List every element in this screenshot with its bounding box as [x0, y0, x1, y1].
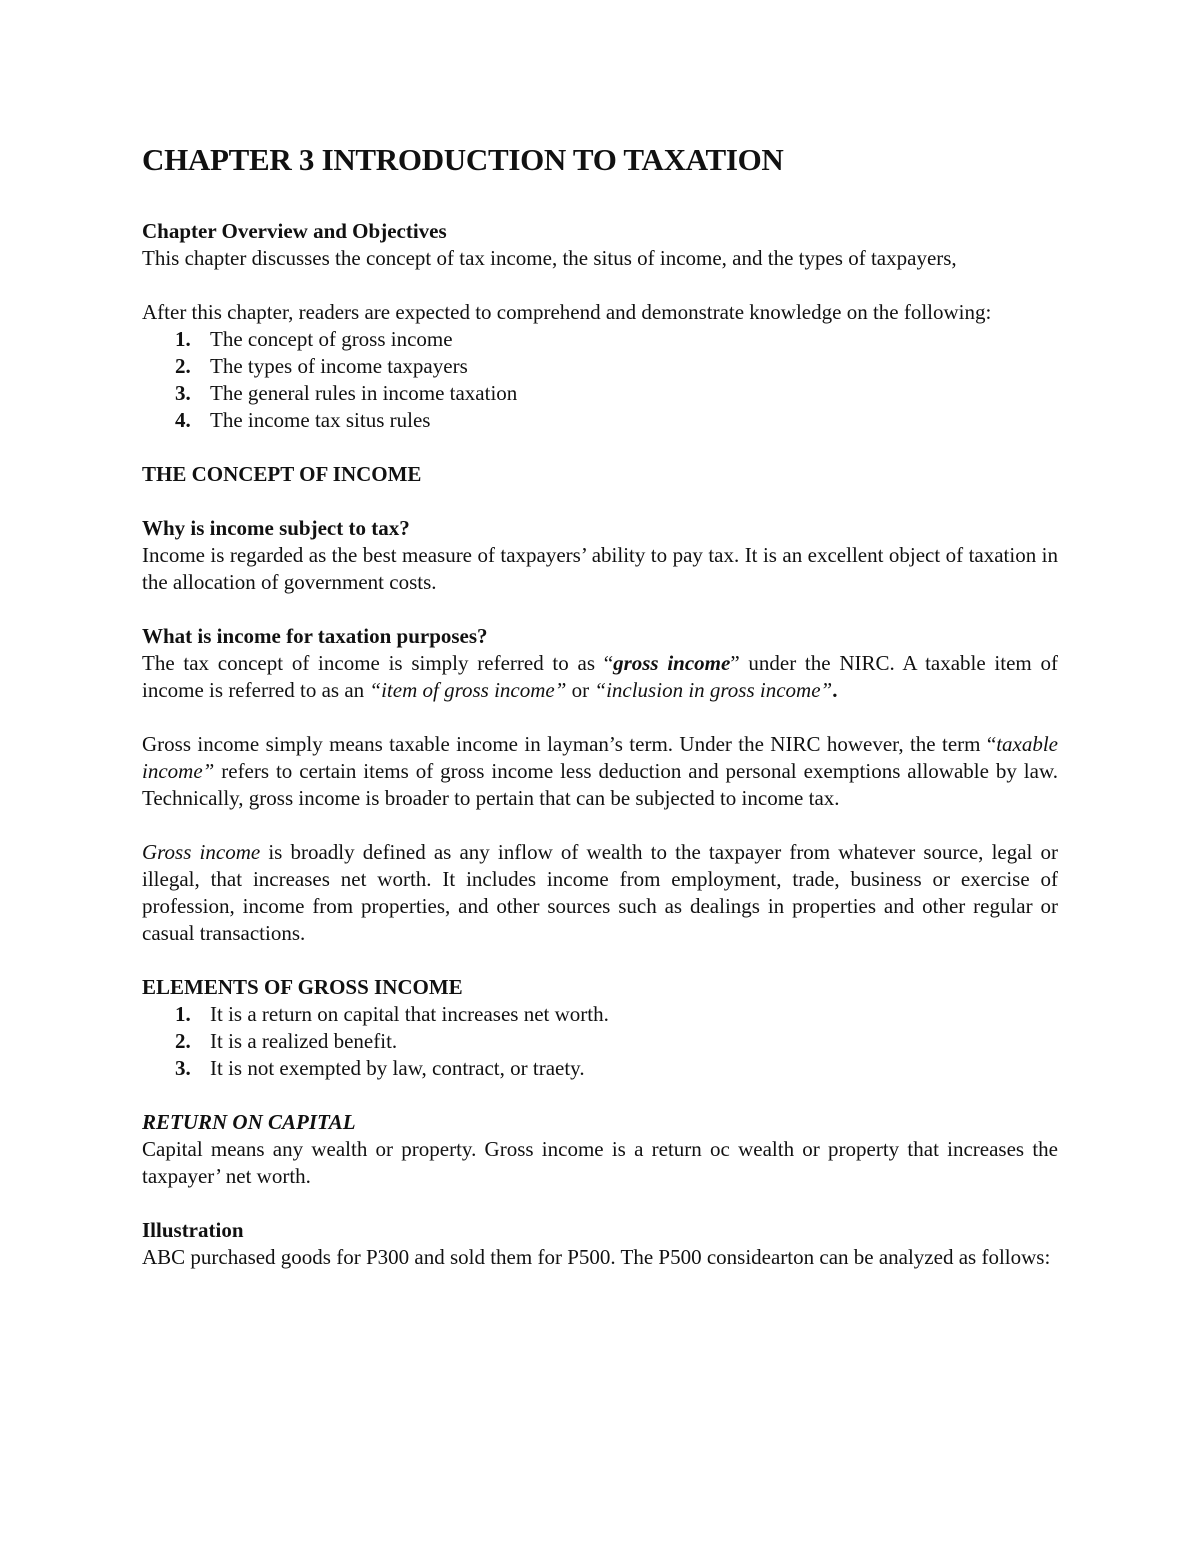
list-number: 1.	[175, 1002, 191, 1026]
return-heading: RETURN ON CAPITAL	[142, 1110, 356, 1134]
paragraph-gross-income-definition: Gross income is broadly defined as any inflow of wealth to the taxpayer from whatever source, legal or illegal, that increases net worth. It includes income from employment, trade, business or exercise of profession, income from properties, and other sources such as dealings in properties and other regular or casual transactions.	[142, 840, 1059, 945]
elements-list	[142, 1001, 1058, 1082]
list-text: The concept of gross income	[210, 327, 453, 351]
list-number: 4.	[175, 408, 191, 432]
list-item	[142, 353, 1058, 380]
elements-heading: ELEMENTS OF GROSS INCOME	[142, 975, 463, 999]
question-why-taxed: Why is income subject to tax?	[142, 516, 410, 540]
list-text: It is a return on capital that increases net worth.	[210, 1002, 609, 1026]
illustration-heading: Illustration	[142, 1218, 244, 1242]
list-item	[142, 1001, 1058, 1028]
list-item	[142, 1028, 1058, 1055]
list-text: It is a realized benefit.	[210, 1029, 398, 1053]
list-number: 2.	[175, 354, 191, 378]
list-item	[142, 1055, 1058, 1082]
concept-heading: THE CONCEPT OF INCOME	[142, 462, 422, 486]
return-text: Capital means any wealth or property. Gross income is a return oc wealth or property that increases the taxpayer’ net worth.	[142, 1137, 1058, 1188]
list-item	[142, 380, 1058, 407]
document-body	[142, 140, 1058, 1271]
list-text: It is not exempted by law, contract, or traety.	[210, 1056, 585, 1080]
objectives-list	[142, 326, 1058, 434]
list-text: The income tax situs rules	[210, 408, 431, 432]
overview-intro: This chapter discusses the concept of tax income, the situs of income, and the types of taxpayers,	[142, 246, 957, 270]
list-number: 3.	[175, 1056, 191, 1080]
term-gross-income-italic: Gross income	[142, 840, 261, 864]
list-number: 2.	[175, 1029, 191, 1053]
question-income-purposes: What is income for taxation purposes?	[142, 624, 488, 648]
list-text: The general rules in income taxation	[210, 381, 518, 405]
overview-after: After this chapter, readers are expected to comprehend and demonstrate knowledge on the following:	[142, 300, 992, 324]
list-number: 1.	[175, 327, 191, 351]
list-item	[142, 326, 1058, 353]
overview-heading: Chapter Overview and Objectives	[142, 219, 447, 243]
answer-income-purposes: The tax concept of income is simply referred to as “gross income” under the NIRC. A taxable item of income is referred to as an “item of gross income” or “inclusion in gross income”.	[142, 651, 1058, 702]
answer-why-taxed: Income is regarded as the best measure of taxpayers’ ability to pay tax. It is an excellent object of taxation in the allocation of government costs.	[142, 543, 1058, 594]
chapter-title: CHAPTER 3 INTRODUCTION TO TAXATION	[142, 142, 784, 177]
term-item-of-gross-income: “item of gross income”	[369, 678, 567, 702]
illustration-text: ABC purchased goods for P300 and sold them for P500. The P500 considearton can be analyzed as follows:	[142, 1245, 1051, 1269]
term-gross-income: gross income	[613, 651, 731, 675]
list-item	[142, 407, 1058, 434]
list-number: 3.	[175, 381, 191, 405]
term-inclusion: “inclusion in gross income”	[594, 678, 833, 702]
term-taxable-income: taxable income”	[142, 732, 1058, 783]
list-text: The types of income taxpayers	[210, 354, 468, 378]
paragraph-taxable-income: Gross income simply means taxable income in layman’s term. Under the NIRC however, the term “taxable income” refers to certain items of gross income less deduction and personal exemptions allowable by law. Technically, gross income is broader to pertain that can be subjected to income tax.	[142, 732, 1058, 810]
